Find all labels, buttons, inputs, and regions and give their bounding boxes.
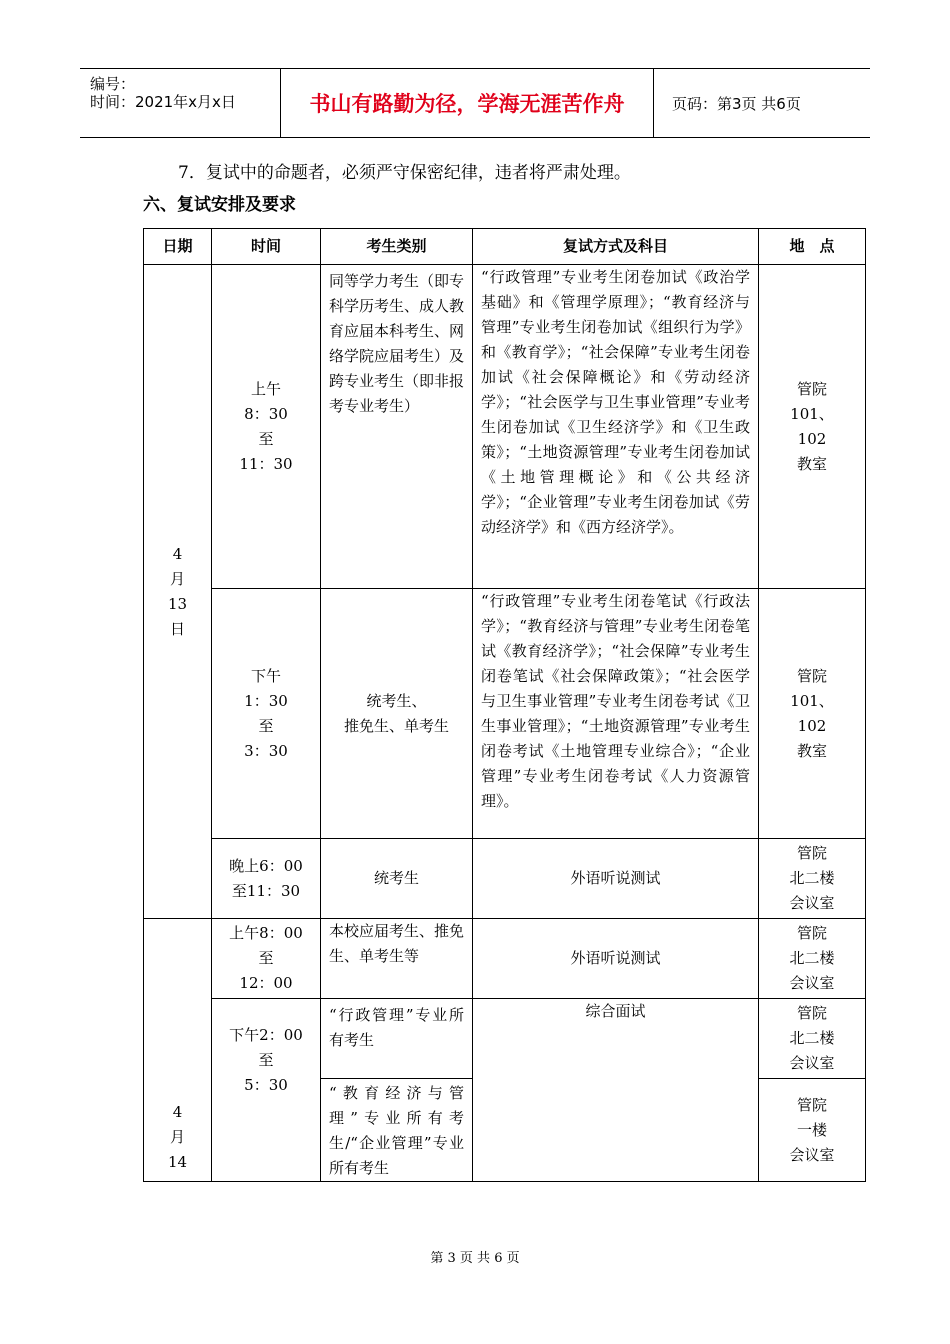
time-cell [212,265,321,589]
location-cell [759,919,866,999]
header-location: 地 点 [759,229,866,265]
subjects-cell: “行政管理”专业考生闭卷笔试《行政法学》；“教育经济与管理”专业考生闭卷笔试《教育经济学》；“社会保障”专业考生闭卷笔试《社会保障政策》；“社会医学与卫生事业管理”专业考生闭卷考试《卫生事业管理》；“土地资源管理”专业考生闭卷考试《土地管理专业综合》；“企业管理”专业考生闭卷考试《人力资源管理》。 [473,589,759,839]
location-text: 管院 [796,379,827,398]
location-text: 管院 [796,844,827,862]
time-text: 下午 [250,666,281,685]
time-cell [212,839,321,919]
header-page-label [664,69,870,137]
table-row [144,919,866,999]
location-cell [759,839,866,919]
category-cell: 统考生 [321,839,473,919]
header-meta [80,69,281,137]
time-text: 12：00 [239,974,293,992]
location-text: 101、 [790,691,834,710]
subjects-cell: “行政管理”专业考生闭卷加试《政治学基础》和《管理学原理》；“教育经济与管理”专业考生闭卷加试《组织行为学》和《教育学》；“社会保障”专业考生闭卷加试《社会保障概论》和《劳动经济学》；“社会医学与卫生事业管理”专业考生闭卷加试《卫生经济学》和《卫生政策》；“土地资源管理”专业考生闭卷加试《土地管理概论》和《公共经济学》；“企业管理”专业考生闭卷加试《劳动经济学》和《西方经济学》。 [473,265,759,589]
location-text: 一楼 [796,1120,827,1139]
location-text: 管院 [796,924,827,942]
time-cell [212,919,321,999]
time-text: 11：30 [239,454,293,473]
date-text: 日 [169,619,185,638]
time-text: 至 [258,429,274,448]
category-cell: 本校应届考生、推免生、单考生等 [321,919,473,999]
location-text: 102 [797,716,827,735]
table-row [144,589,866,839]
header-date: 日期 [144,229,212,265]
time-cell [212,589,321,839]
time-text: 至 [258,1051,274,1069]
location-text: 北二楼 [789,869,835,887]
location-text: 教室 [796,741,827,760]
subjects-cell: 综合面试 [473,999,759,1182]
time-text: 晚上6：00 [229,856,303,875]
section-title: 六、复试安排及要求 [143,195,296,215]
location-cell [759,589,866,839]
header-subjects: 复试方式及科目 [473,229,759,265]
date-text: 13 [167,594,188,613]
time-label: 时间：2021年x月x日 [90,93,236,111]
date-text: 4 [172,544,183,563]
date-text: 14 [167,1153,188,1171]
header-category: 考生类别 [321,229,473,265]
category-text: 统考生、 [366,691,427,710]
time-text: 5：30 [244,1076,288,1094]
date-text: 月 [169,1128,185,1146]
time-text: 1：30 [244,691,288,710]
page-footer: 第 3 页 共 6 页 [430,1251,520,1266]
time-text: 至11：30 [231,881,301,900]
location-text: 101、 [790,404,834,423]
subjects-cell: 外语听说测试 [473,919,759,999]
time-text: 上午 [250,379,281,398]
location-text: 会议室 [789,1054,835,1072]
time-text: 上午8：00 [229,924,303,942]
location-cell [759,999,866,1079]
date-cell-day2 [144,919,212,1182]
location-text: 管院 [796,1004,827,1022]
subjects-cell: 外语听说测试 [473,839,759,919]
location-cell [759,1079,866,1182]
time-text: 8：30 [244,404,288,423]
table-row [144,265,866,589]
table-row [144,839,866,919]
serial-label: 编号： [90,75,136,93]
location-text: 管院 [796,1095,827,1114]
time-text: 至 [258,949,274,967]
date-cell-day1 [144,265,212,919]
header-time: 时间 [212,229,321,265]
location-text: 102 [797,429,827,448]
category-cell: 同等学力考生（即专科学历考生、成人教育应届本科考生、网络学院应届考生）及跨专业考生（即非报考专业考生） [321,265,473,589]
location-text: 会议室 [789,974,835,992]
table-header-row [144,229,866,265]
category-cell [321,589,473,839]
location-text: 管院 [796,666,827,685]
page-label-text: 页码：第3页 共6页 [672,94,801,113]
date-text: 月 [169,569,185,588]
header-motto: 书山有路勤为径，学海无涯苦作舟 [281,69,654,137]
table-row [144,999,866,1079]
location-text: 北二楼 [789,1029,835,1047]
page-header [80,68,870,138]
time-text: 下午2：00 [229,1026,303,1044]
location-text: 会议室 [789,894,835,912]
location-text: 北二楼 [789,949,835,967]
date-text: 4 [172,1103,183,1121]
location-text: 会议室 [789,1145,835,1164]
rule-paragraph: 7．复试中的命题者，必须严守保密纪律，违者将严肃处理。 [178,163,631,183]
schedule-table [143,228,866,1182]
location-cell [759,265,866,589]
time-cell [212,999,321,1182]
category-cell: “行政管理”专业所有考生 [321,999,473,1079]
time-text: 3：30 [244,741,288,760]
location-text: 教室 [796,454,827,473]
category-text: 推免生、单考生 [343,716,449,735]
time-text: 至 [258,716,274,735]
category-cell: “教育经济与管理”专业所有考生/“企业管理”专业所有考生 [321,1079,473,1182]
